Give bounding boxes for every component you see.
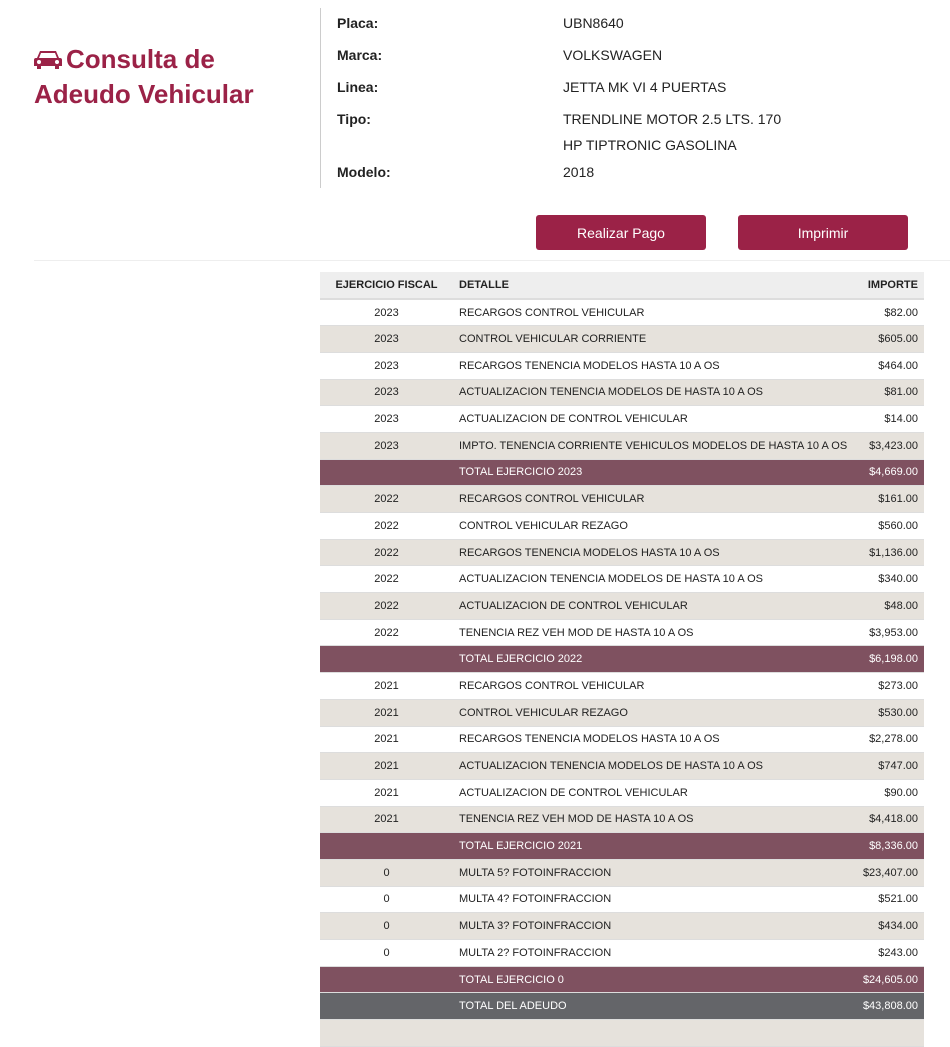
detail-cell: MULTA 5? FOTOINFRACCION xyxy=(453,859,861,886)
amount-cell: $464.00 xyxy=(861,352,924,379)
table-row xyxy=(320,886,924,913)
year-cell: 2021 xyxy=(320,726,453,753)
amount-cell: $4,418.00 xyxy=(861,806,924,833)
table-row xyxy=(320,859,924,886)
table-row xyxy=(320,913,924,940)
year-cell: 2023 xyxy=(320,352,453,379)
detail-cell: TENENCIA REZ VEH MOD DE HASTA 10 A OS xyxy=(453,619,861,646)
year-cell: 2023 xyxy=(320,432,453,459)
amount-cell: $8,336.00 xyxy=(861,833,924,860)
year-cell xyxy=(320,966,453,993)
detail-cell: TOTAL EJERCICIO 0 xyxy=(453,966,861,993)
amount-cell: $2,278.00 xyxy=(861,726,924,753)
table-row xyxy=(320,726,924,753)
table-row xyxy=(320,779,924,806)
table-row xyxy=(320,539,924,566)
linea-value: JETTA MK VI 4 PUERTAS xyxy=(563,79,727,95)
amount-cell: $560.00 xyxy=(861,513,924,540)
year-cell: 2022 xyxy=(320,566,453,593)
year-cell: 2021 xyxy=(320,806,453,833)
amount-cell: $434.00 xyxy=(861,913,924,940)
amount-cell: $605.00 xyxy=(861,326,924,353)
tipo-value: TRENDLINE MOTOR 2.5 LTS. 170 HP TIPTRONIC GASOLINA xyxy=(563,111,782,153)
vehicle-info xyxy=(320,8,920,188)
year-cell: 0 xyxy=(320,886,453,913)
amount-cell: $1,136.00 xyxy=(861,539,924,566)
marca-value: VOLKSWAGEN xyxy=(563,47,663,63)
car-icon xyxy=(34,49,62,71)
detail-cell: ACTUALIZACION DE CONTROL VEHICULAR xyxy=(453,593,861,620)
amount-cell: $530.00 xyxy=(861,699,924,726)
title-text: Consulta de Adeudo Vehicular xyxy=(34,44,254,109)
detail-cell: CONTROL VEHICULAR REZAGO xyxy=(453,699,861,726)
table-row xyxy=(320,806,924,833)
table-row xyxy=(320,486,924,513)
total-row xyxy=(320,459,924,486)
total-row xyxy=(320,833,924,860)
total-row xyxy=(320,646,924,673)
detail-cell: MULTA 3? FOTOINFRACCION xyxy=(453,913,861,940)
year-cell: 2021 xyxy=(320,779,453,806)
table-row xyxy=(320,513,924,540)
detail-cell: TOTAL EJERCICIO 2023 xyxy=(453,459,861,486)
year-cell: 2021 xyxy=(320,699,453,726)
table-row xyxy=(320,406,924,433)
amount-cell: $3,423.00 xyxy=(861,432,924,459)
modelo-value: 2018 xyxy=(563,164,595,180)
amount-cell: $24,605.00 xyxy=(861,966,924,993)
detail-cell: RECARGOS CONTROL VEHICULAR xyxy=(453,486,861,513)
placa-label: Placa: xyxy=(337,15,379,31)
pay-button[interactable]: Realizar Pago xyxy=(536,215,706,250)
detail-cell: CONTROL VEHICULAR REZAGO xyxy=(453,513,861,540)
debt-table xyxy=(320,272,924,1047)
marca-label: Marca: xyxy=(337,47,383,63)
table-row xyxy=(320,379,924,406)
detail-cell: RECARGOS TENENCIA MODELOS HASTA 10 A OS xyxy=(453,726,861,753)
amount-cell: $273.00 xyxy=(861,673,924,700)
placa-value: UBN8640 xyxy=(563,15,624,31)
amount-cell: $521.00 xyxy=(861,886,924,913)
year-cell xyxy=(320,646,453,673)
table-row xyxy=(320,699,924,726)
table-row xyxy=(320,619,924,646)
amount-cell: $14.00 xyxy=(861,406,924,433)
table-row xyxy=(320,566,924,593)
detail-cell: ACTUALIZACION TENENCIA MODELOS DE HASTA 10 A OS xyxy=(453,379,861,406)
detail-cell: TOTAL DEL ADEUDO xyxy=(453,993,861,1020)
header-detail: DETALLE xyxy=(453,272,861,299)
table-row xyxy=(320,432,924,459)
amount-cell: $48.00 xyxy=(861,593,924,620)
divider xyxy=(34,260,950,261)
detail-cell: ACTUALIZACION DE CONTROL VEHICULAR xyxy=(453,406,861,433)
detail-cell: TENENCIA REZ VEH MOD DE HASTA 10 A OS xyxy=(453,806,861,833)
detail-cell: TOTAL EJERCICIO 2022 xyxy=(453,646,861,673)
detail-cell: ACTUALIZACION TENENCIA MODELOS DE HASTA 10 A OS xyxy=(453,566,861,593)
year-cell: 0 xyxy=(320,913,453,940)
amount-cell: $4,669.00 xyxy=(861,459,924,486)
amount-cell: $82.00 xyxy=(861,299,924,326)
table-row xyxy=(320,352,924,379)
amount-cell: $23,407.00 xyxy=(861,859,924,886)
amount-cell: $243.00 xyxy=(861,940,924,967)
amount-cell: $747.00 xyxy=(861,753,924,780)
detail-cell: MULTA 4? FOTOINFRACCION xyxy=(453,886,861,913)
detail-cell: TOTAL EJERCICIO 2021 xyxy=(453,833,861,860)
page-title xyxy=(34,42,314,112)
year-cell xyxy=(320,993,453,1020)
detail-cell: IMPTO. TENENCIA CORRIENTE VEHICULOS MODELOS DE HASTA 10 A OS xyxy=(453,432,861,459)
table-row xyxy=(320,593,924,620)
year-cell xyxy=(320,459,453,486)
total-row xyxy=(320,966,924,993)
print-button[interactable]: Imprimir xyxy=(738,215,908,250)
detail-cell: RECARGOS TENENCIA MODELOS HASTA 10 A OS xyxy=(453,352,861,379)
detail-cell: CONTROL VEHICULAR CORRIENTE xyxy=(453,326,861,353)
amount-cell: $161.00 xyxy=(861,486,924,513)
detail-cell: RECARGOS CONTROL VEHICULAR xyxy=(453,673,861,700)
year-cell: 2022 xyxy=(320,513,453,540)
table-row xyxy=(320,326,924,353)
amount-cell: $81.00 xyxy=(861,379,924,406)
table-row xyxy=(320,299,924,326)
tipo-label: Tipo: xyxy=(337,111,371,127)
year-cell: 2023 xyxy=(320,379,453,406)
year-cell: 2022 xyxy=(320,619,453,646)
year-cell: 2023 xyxy=(320,326,453,353)
amount-cell: $43,808.00 xyxy=(861,993,924,1020)
year-cell: 2023 xyxy=(320,299,453,326)
modelo-label: Modelo: xyxy=(337,164,391,180)
amount-cell: $340.00 xyxy=(861,566,924,593)
year-cell: 2022 xyxy=(320,539,453,566)
year-cell xyxy=(320,833,453,860)
detail-cell: MULTA 2? FOTOINFRACCION xyxy=(453,940,861,967)
amount-cell: $90.00 xyxy=(861,779,924,806)
grand-total-row xyxy=(320,993,924,1020)
year-cell: 2021 xyxy=(320,673,453,700)
detail-cell: ACTUALIZACION TENENCIA MODELOS DE HASTA 10 A OS xyxy=(453,753,861,780)
detail-cell: RECARGOS TENENCIA MODELOS HASTA 10 A OS xyxy=(453,539,861,566)
header-year: EJERCICIO FISCAL xyxy=(320,272,453,299)
year-cell: 2021 xyxy=(320,753,453,780)
table-row xyxy=(320,940,924,967)
year-cell: 2022 xyxy=(320,593,453,620)
year-cell: 2023 xyxy=(320,406,453,433)
detail-cell: ACTUALIZACION DE CONTROL VEHICULAR xyxy=(453,779,861,806)
header-amount: IMPORTE xyxy=(861,272,924,299)
year-cell: 2022 xyxy=(320,486,453,513)
amount-cell: $6,198.00 xyxy=(861,646,924,673)
detail-cell: RECARGOS CONTROL VEHICULAR xyxy=(453,299,861,326)
year-cell: 0 xyxy=(320,859,453,886)
table-row xyxy=(320,673,924,700)
linea-label: Linea: xyxy=(337,79,379,95)
year-cell: 0 xyxy=(320,940,453,967)
table-row xyxy=(320,753,924,780)
amount-cell: $3,953.00 xyxy=(861,619,924,646)
